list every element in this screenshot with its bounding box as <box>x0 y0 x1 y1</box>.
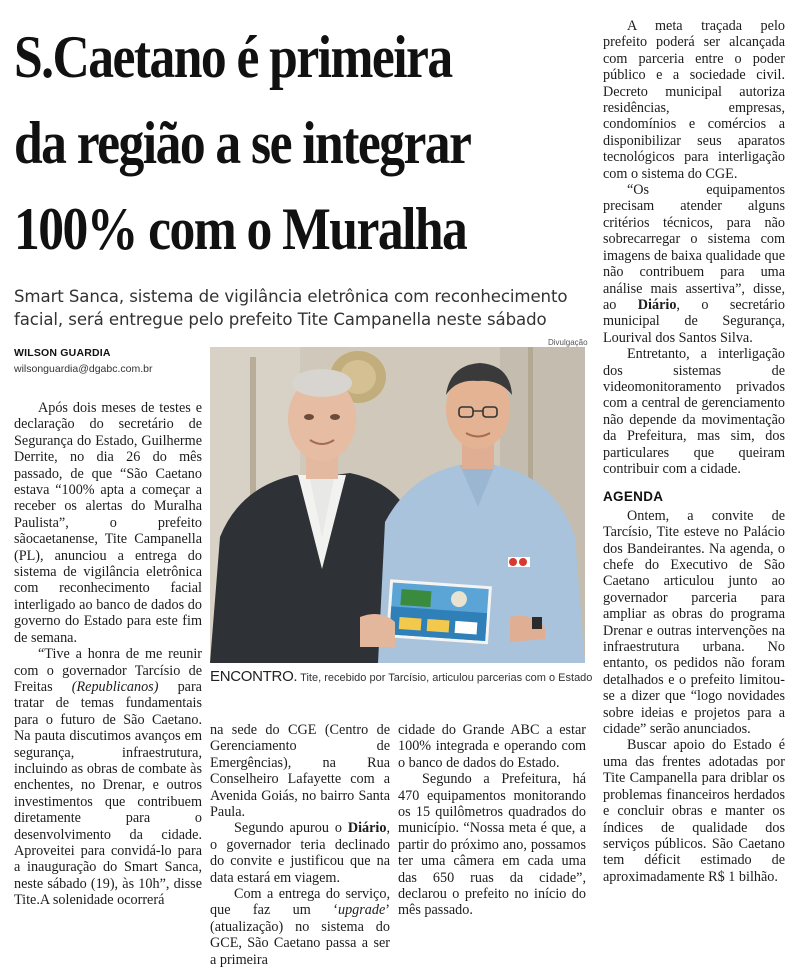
article-column-4 <box>603 18 785 885</box>
paragraph-text: , o secretário municipal de Segurança, Lourival dos Santos Silva. <box>603 296 785 346</box>
paragraph: na sede do CGE (Centro de Gerenciamento de Emergências), na Rua Conselheiro Lafayette com a Avenida Goiás, no bairro Santa Paula. <box>210 722 390 821</box>
article-column-3 <box>398 722 586 919</box>
paragraph: Entretanto, a interligação dos sistemas de videomonitoramento privados com a central de gerenciamento não depende da movimentação da Prefeitura, mas sim, dos particulares que queiram contribuir com a cidade. <box>603 346 785 477</box>
photo-credit: Divulgação <box>548 338 588 347</box>
paragraph-text: Com a entrega do serviço, que faz um ‘ <box>210 886 390 919</box>
paragraph: Segundo a Prefeitura, há 470 equipamentos monitorando os 15 quilômetros quadrados do município. “Nossa meta é que, a partir do próximo ano, possamos ter uma câmera em cada uma das 650 ruas da cidade”, declarou o prefeito no início do mês passado. <box>398 771 586 919</box>
caption-kicker: ENCONTRO. <box>210 668 298 685</box>
headline-line-3: 100% com o Muralha <box>14 196 467 262</box>
author-name: WILSON GUARDIA <box>14 347 111 359</box>
paragraph: cidade do Grande ABC a estar 100% integrada e operando com o banco de dados do Estado. <box>398 722 586 771</box>
caption-text: Tite, recebido por Tarcísio, articulou parcerias com o Estado <box>300 672 593 684</box>
photo-caption <box>210 668 593 685</box>
headline-line-2: da região a se integrar <box>14 110 471 176</box>
newspaper-name: Diário <box>637 296 677 313</box>
paragraph-text: Segundo apurou o <box>234 820 348 837</box>
paragraph <box>14 646 202 909</box>
byline <box>14 347 152 375</box>
paragraph <box>210 886 390 968</box>
paragraph: Após dois meses de testes e declaração do secretário de Segurança do Estado, Guilherme Derrite, no dia 26 do mês passado, de que “São Caetano estava “100% apta a começar a receber os alertas do Muralha Paulista”, o prefeito sãocaetanense, Tite Campanella (PL), anunciou a entrega do sistema de vigilância eletrônica com reconhecimento facial interligado ao banco de dados do governo do Estado para este fim de semana. <box>14 400 202 646</box>
headline-line-1: S.Caetano é primeira <box>14 24 452 90</box>
paragraph: A meta traçada pelo prefeito poderá ser alcançada com parceria entre o poder público e a sociedade civil. Decreto municipal autoriza residências, empresas, condomínios e comércios a disponibilizar seus aparatos tecnológicos para interligação com o sistema do CGE. <box>603 18 785 182</box>
section-heading-agenda: AGENDA <box>603 489 664 505</box>
paragraph <box>210 820 390 886</box>
article-column-1 <box>14 400 202 909</box>
paragraph-text: “Tive a honra de me reunir com o governador Tarcísio de Freitas <box>14 646 202 695</box>
news-photo <box>210 347 585 663</box>
author-email: wilsonguardia@dgabc.com.br <box>14 363 153 375</box>
headline <box>14 14 513 272</box>
paragraph-text: , o governador teria declinado do convite e justificou que na data estará em viagem. <box>210 820 390 886</box>
party-name: (Republicanos) <box>71 678 159 695</box>
paragraph <box>603 182 785 346</box>
article-column-2 <box>210 722 390 968</box>
paragraph-text: para tratar de temas fundamentais para o futuro de São Caetano. Na pauta discutimos avanços em segurança, infraestrutura, incluindo as obras de combate às enchentes, no Drenar, e outros investimentos que contribuem diretamente para o desenvolvimento da cidade. Aproveitei para convidá-lo para a inauguração do Smart Sanca, neste sábado (19), às 10h”, disse Tite.A solenidade ocorrerá <box>14 678 202 909</box>
newspaper-name: Diário <box>347 820 387 837</box>
paragraph-text: ’ (atualização) no sistema do GCE, São Caetano passa a ser a primeira <box>210 902 390 968</box>
paragraph: Buscar apoio do Estado é uma das frentes adotadas por Tite Campanella para driblar os problemas financeiros herdados e concluir obras e manter os índices de qualidade dos serviços públicos. São Caetano tem déficit estimado de aproximadamente R$ 1 bilhão. <box>603 737 785 885</box>
photo-illustration <box>210 347 585 663</box>
paragraph-text: “Os equipamentos precisam atender alguns critérios técnicos, para não sobrecarregar o sistema com imagens de baixa qualidade que não contribuem para uma análise mais assertiva”, disse, ao <box>603 182 785 313</box>
paragraph: Ontem, a convite de Tarcísio, Tite esteve no Palácio dos Bandeirantes. Na agenda, o chefe do Executivo de São Caetano articulou junto ao governador parceria para ampliar as obras do programa Drenar e outras intervenções na infraestrutura urbana. No entanto, os pedidos não foram detalhados e o prefeito limitou-se a dizer que “logo novidades sobre ideias e projetos para a cidade” serão anunciados. <box>603 507 785 738</box>
subheadline: Smart Sanca, sistema de vigilância eletrônica com reconhecimento facial, será entregue pelo prefeito Tite Campanella neste sábado <box>14 287 568 329</box>
upgrade-term: upgrade <box>337 902 386 919</box>
